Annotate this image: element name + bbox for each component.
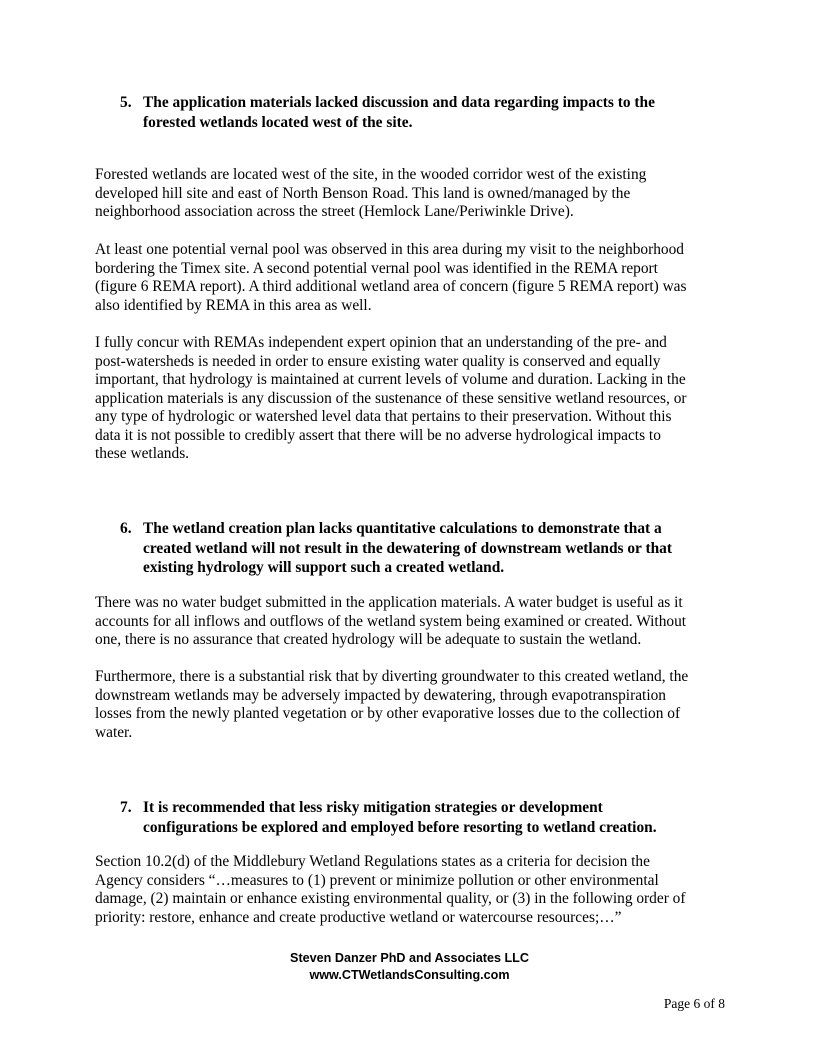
text-line: Section 10.2(d) of the Middlebury Wetland Regulations states as a criteria for decision the (95, 853, 650, 870)
text-line: At least one potential vernal pool was observed in this area during my visit to the neighborhood (95, 241, 684, 258)
text-line: data it is not possible to credibly assert that there will be no adverse hydrological impacts to (95, 426, 661, 444)
heading-line: It is recommended that less risky mitigation strategies or development (143, 799, 603, 816)
text-line: neighborhood association across the street (Hemlock Lane/Periwinkle Drive). (95, 203, 574, 220)
section-number: 5. (120, 94, 132, 111)
paragraph (95, 668, 725, 742)
section-number: 6. (120, 520, 132, 537)
paragraph (95, 241, 725, 315)
text-line: Agency considers “…measures to (1) prevent or minimize pollution or other environmental (95, 871, 659, 889)
page-footer (0, 950, 819, 983)
paragraph (95, 853, 725, 927)
heading-line: existing hydrology will support such a created wetland. (143, 559, 505, 576)
text-line: accounts for all inflows and outflows of the wetland system being examined or created. Without (95, 612, 687, 630)
section-number: 7. (120, 799, 132, 816)
text-line: I fully concur with REMAs independent expert opinion that an understanding of the pre- and (95, 334, 667, 351)
text-line: these wetlands. (95, 445, 190, 462)
text-line: Forested wetlands are located west of the site, in the wooded corridor west of the existing (95, 166, 647, 183)
footer-company: Steven Danzer PhD and Associates LLC (290, 951, 529, 965)
text-line: post-watersheds is needed in order to ensure existing water quality is conserved and equally (95, 352, 661, 370)
footer-website: www.CTWetlandsConsulting.com (309, 967, 510, 982)
paragraph (95, 166, 725, 222)
text-line: developed hill site and east of North Benson Road. This land is owned/managed by the (95, 184, 631, 202)
text-line: important, that hydrology is maintained at current levels of volume and duration. Lacking in the (95, 371, 686, 388)
text-line: water. (95, 723, 133, 741)
text-line: damage, (2) maintain or enhance existing environmental quality, or (3) in the following order of (95, 890, 686, 907)
heading-line: forested wetlands located west of the site. (143, 113, 413, 131)
text-line: one, there is no assurance that created hydrology will be adequate to sustain the wetland. (95, 631, 642, 648)
paragraph (95, 334, 725, 464)
text-line: losses from the newly planted vegetation or by other evaporative losses due to the collection of (95, 705, 681, 722)
text-line: (figure 6 REMA report). A third additional wetland area of concern (figure 5 REMA report) was (95, 278, 687, 295)
text-line: Furthermore, there is a substantial risk that by diverting groundwater to this created wetland, the (95, 668, 689, 685)
text-line: There was no water budget submitted in the application materials. A water budget is useful as it (95, 594, 683, 611)
section-7-heading (120, 798, 730, 837)
heading-line: The application materials lacked discussion and data regarding impacts to the (143, 94, 655, 111)
heading-line: created wetland will not result in the dewatering of downstream wetlands or that (143, 539, 672, 557)
text-line: priority: restore, enhance and create productive wetland or watercourse resources;…” (95, 908, 622, 926)
paragraph (95, 594, 725, 650)
page-number: Page 6 of 8 (663, 996, 725, 1011)
section-6-heading (120, 519, 730, 578)
text-line: bordering the Timex site. A second potential vernal pool was identified in the REMA report (95, 259, 658, 277)
heading-line: The wetland creation plan lacks quantitative calculations to demonstrate that a (143, 520, 662, 537)
text-line: downstream wetlands may be adversely impacted by dewatering, through evapotranspiration (95, 686, 666, 704)
text-line: also identified by REMA in this area as well. (95, 296, 372, 314)
text-line: any type of hydrologic or watershed level data that pertains to their preservation. Without this (95, 408, 672, 425)
section-5-heading (120, 93, 730, 132)
heading-line: configurations be explored and employed before resorting to wetland creation. (143, 818, 657, 836)
text-line: application materials is any discussion of the sustenance of these sensitive wetland resources, or (95, 389, 687, 407)
